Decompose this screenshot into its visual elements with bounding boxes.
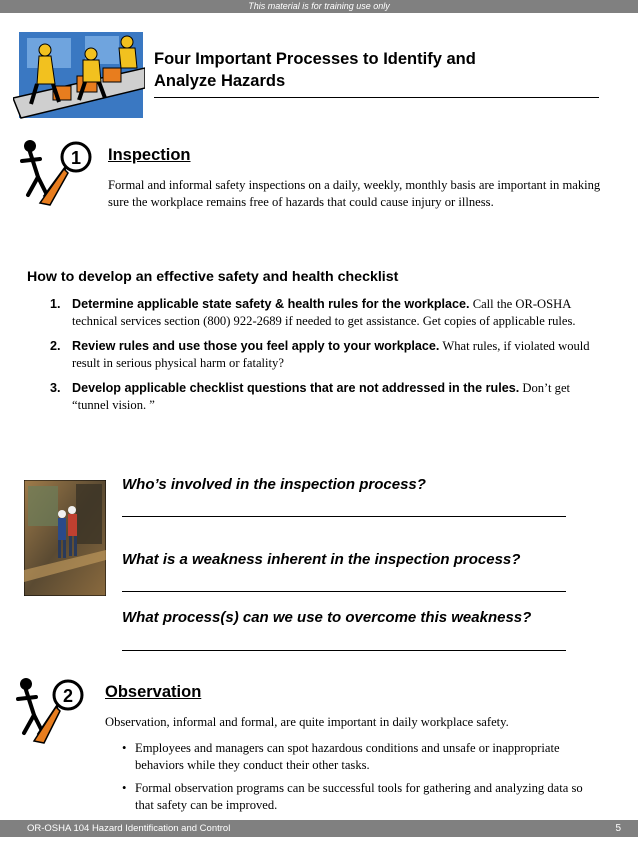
step-text: Call the OR-OSHA technical services section (800) 922-2689 if needed to get assistance. Get copies of applicable rules. (72, 297, 576, 328)
list-item: • Formal observation programs can be successful tools for gathering and analyzing data so that safety can be improved. (122, 780, 602, 814)
step-title: Review rules and use those you feel apply to your workplace. (72, 339, 440, 353)
checklist-heading: How to develop an effective safety and health checklist (27, 269, 399, 285)
inspection-heading: Inspection (108, 146, 191, 164)
question-2: What is a weakness inherent in the inspection process? (122, 551, 521, 568)
top-banner (0, 0, 638, 13)
observation-heading: Observation (105, 683, 202, 701)
step-title: Determine applicable state safety & health rules for the workplace. (72, 297, 470, 311)
question-1: Who’s involved in the inspection process? (122, 476, 426, 493)
section-number-2: 2 (62, 686, 74, 706)
banner-text: This material is for training use only (248, 1, 390, 11)
page-title (154, 48, 594, 92)
answer-line-2 (122, 591, 566, 592)
workers-lifting-boxes-icon (13, 28, 145, 124)
observation-bullets (122, 740, 602, 820)
factory-workers-photo (24, 480, 106, 596)
checklist-steps (50, 296, 610, 422)
section-number-1: 1 (70, 148, 82, 168)
observation-body: Observation, informal and formal, are quite important in daily workplace safety. (105, 715, 509, 729)
title-line-1: Four Important Processes to Identify and (154, 50, 476, 68)
step-number: 3. (50, 381, 61, 395)
footer-course: OR-OSHA 104 Hazard Identification and Control (27, 823, 231, 834)
title-line-2: Analyze Hazards (154, 72, 286, 90)
step-text: What rules, if violated would result in serious physical harm or fatality? (72, 339, 590, 370)
step-number: 2. (50, 339, 61, 353)
step-number: 1. (50, 297, 61, 311)
question-3: What process(s) can we use to overcome this weakness? (122, 609, 532, 626)
page-number: 5 (615, 823, 621, 834)
list-item: • Employees and managers can spot hazardous conditions and unsafe or inappropriate behaviors while they conduct their other tasks. (122, 740, 602, 774)
step-title: Develop applicable checklist questions that are not addressed in the rules. (72, 381, 520, 395)
title-divider (154, 97, 599, 98)
list-item (50, 338, 610, 372)
magnifier-figure-icon (18, 137, 92, 213)
list-item (50, 296, 610, 330)
step-text: Don’t get “tunnel vision. ” (72, 381, 571, 412)
answer-line-3 (122, 650, 566, 651)
footer-bar (0, 820, 638, 837)
inspection-body: Formal and informal safety inspections on a daily, weekly, monthly basis are important in making sure the workplace remains free of hazards that could cause injury or illness. (108, 178, 601, 209)
answer-line-1 (122, 516, 566, 517)
magnifier-figure-icon (14, 675, 88, 751)
list-item (50, 380, 610, 414)
